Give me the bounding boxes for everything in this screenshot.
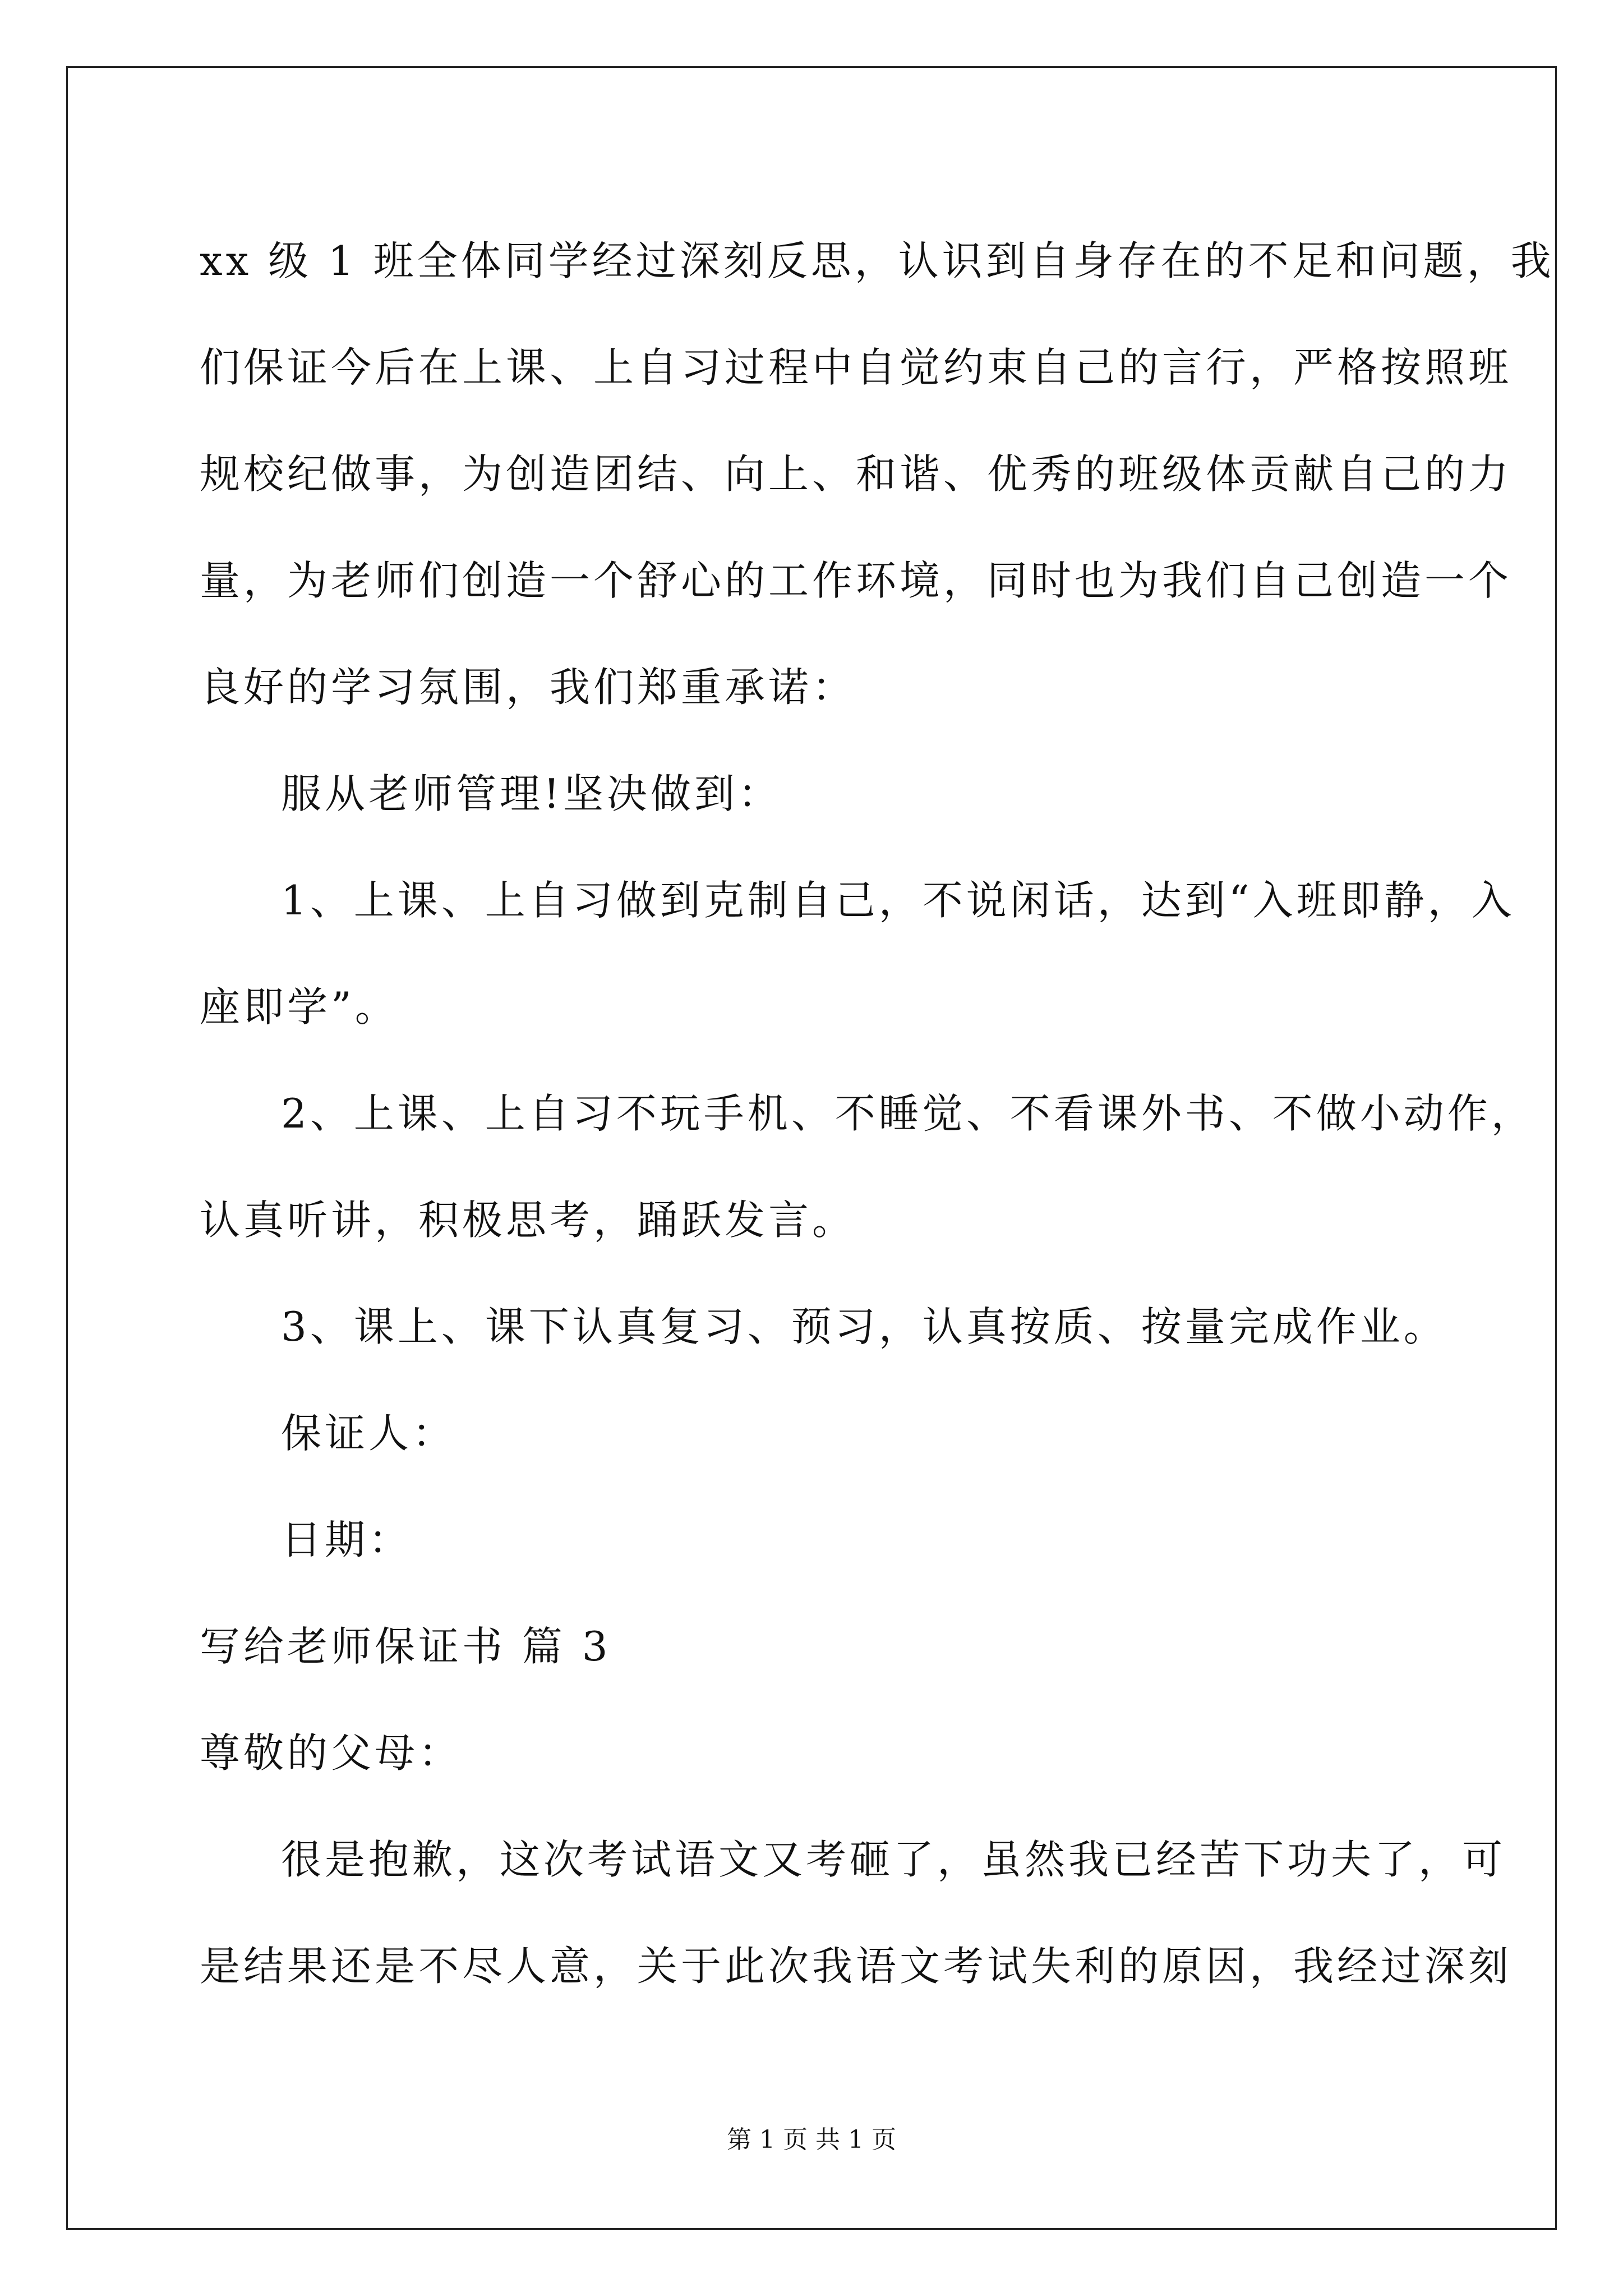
salutation: 尊敬的父母： xyxy=(200,1729,463,1777)
text-line-7: 1、上课、上自习做到克制自己，不说闲话，达到“入班即静，入 xyxy=(281,877,1515,924)
text-line-10: 认真听讲，积极思考，踊跃发言。 xyxy=(200,1197,856,1244)
text-line-13: 日期： xyxy=(281,1516,413,1563)
text-line-4: 量，为老师们创造一个舒心的工作环境，同时也为我们自己创造一个 xyxy=(200,557,1513,604)
text-line-6: 服从老师管理!坚决做到： xyxy=(281,770,782,817)
text-line-3: 规校纪做事，为创造团结、向上、和谐、优秀的班级体贡献自己的力 xyxy=(200,450,1513,498)
text-line-11: 3、课上、课下认真复习、预习，认真按质、按量完成作业。 xyxy=(281,1303,1447,1350)
text-line-9: 2、上课、上自习不玩手机、不睡觉、不看课外书、不做小动作， xyxy=(281,1090,1535,1137)
text-line-12: 保证人： xyxy=(281,1410,457,1457)
text-line-8: 座即学”。 xyxy=(200,983,399,1030)
text-line-1: xx 级 1 班全体同学经过深刻反思，认识到自身存在的不足和问题，我 xyxy=(200,237,1555,284)
text-line-5: 良好的学习氛围，我们郑重承诺： xyxy=(200,664,856,711)
section-heading: 写给老师保证书 篇 3 xyxy=(200,1623,611,1670)
text-line-17: 是结果还是不尽人意，关于此次我语文考试失利的原因，我经过深刻 xyxy=(200,1943,1513,1990)
document-body xyxy=(200,208,1555,2019)
page-footer: 第 1 页 共 1 页 xyxy=(727,2125,896,2154)
text-line-16: 很是抱歉，这次考试语文又考砸了，虽然我已经苦下功夫了，可 xyxy=(281,1836,1506,1883)
text-line-2: 们保证今后在上课、上自习过程中自觉约束自己的言行，严格按照班 xyxy=(200,344,1513,391)
